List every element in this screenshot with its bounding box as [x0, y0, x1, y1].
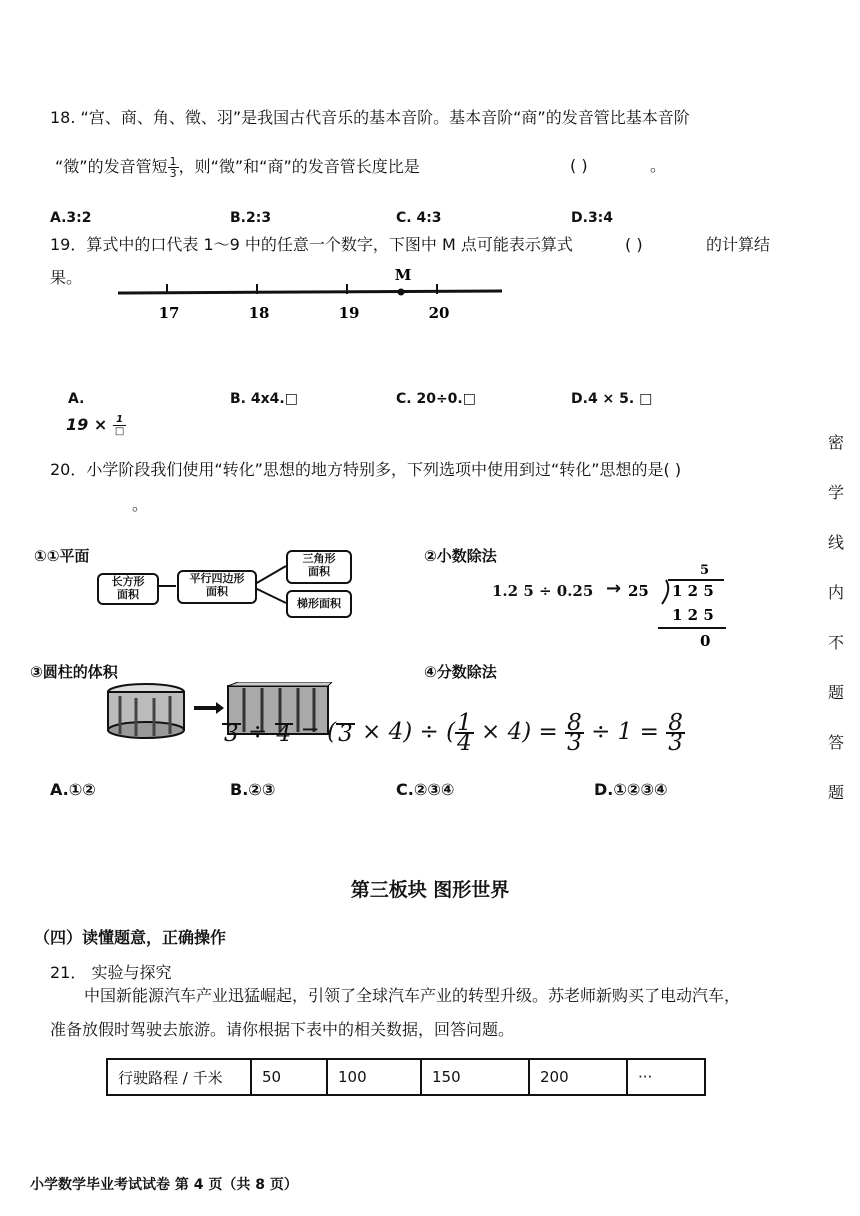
- arrow-right-icon: →: [606, 578, 622, 599]
- eq-frac-2: [275, 721, 294, 747]
- q18-frac-den: 3: [169, 167, 177, 180]
- side-notice-char-5: 不: [828, 633, 845, 652]
- number-line-tick-label: 17: [158, 304, 180, 322]
- eq-part-2: × 4) ÷ (: [362, 719, 456, 745]
- q21-title: 21． 实验与探究: [50, 963, 172, 982]
- rectangle-area-box: 长方形 面积: [97, 573, 159, 605]
- page-footer: 小学数学毕业考试试卷 第 4 页（共 8 页）: [30, 1177, 298, 1193]
- q20-option-b: B.②③: [230, 780, 276, 799]
- side-notice-char-6: 题: [828, 683, 845, 702]
- eq-frac-6-den: 3: [668, 730, 683, 756]
- q18-option-b: B.2:3: [230, 210, 272, 226]
- trapezoid-area-box: 梯形面积: [286, 590, 352, 618]
- side-notice-char-2: 学: [828, 483, 845, 502]
- q18-line1: 18. “宫、商、角、徵、羽”是我国古代音乐的基本音阶。基本音阶“商”的发音管比基本音阶: [50, 108, 690, 127]
- q18-line2-post: ，则“徵”和“商”的发音管长度比是: [178, 157, 420, 176]
- table-row: [107, 1059, 705, 1095]
- q19-option-d: D.4 × 5. □: [571, 391, 653, 407]
- table-cell: 50: [251, 1059, 327, 1095]
- q18-answer-paren: ( ): [570, 156, 588, 175]
- number-line-axis: [118, 291, 502, 293]
- long-division-diagram: [626, 560, 736, 650]
- number-line-tick-label: 19: [338, 304, 360, 322]
- eq-part-1: = (: [300, 719, 337, 745]
- long-division-divisor: 25: [628, 582, 649, 600]
- q19-line2: 果。: [50, 268, 83, 287]
- eq-frac-1: [222, 721, 241, 747]
- q19-option-a-expr: [66, 414, 126, 437]
- table-cell: ···: [627, 1059, 705, 1095]
- q20-line2: 。: [132, 495, 149, 514]
- q21-para2: 准备放假时驾驶去旅游。请你根据下表中的相关数据，回答问题。: [50, 1020, 515, 1039]
- q20-line1: 20．小学阶段我们使用“转化”思想的地方特别多，下列选项中使用到过“转化”思想的是( ): [50, 460, 682, 479]
- q20-option-a: A.①②: [50, 780, 96, 799]
- q19-option-b: B. 4x4.□: [230, 391, 298, 407]
- q19-option-a-num: 1: [113, 414, 126, 426]
- number-line-tick-label: 18: [248, 304, 270, 322]
- eq-frac-6-num: 8: [668, 710, 683, 736]
- table-header-cell: 行驶路程 / 千米: [107, 1059, 251, 1095]
- connector-2: [255, 566, 286, 584]
- q19-option-a-expr-text: 19 ×: [66, 415, 108, 434]
- q18-option-d: D.3:4: [571, 210, 614, 226]
- table-cell: 150: [421, 1059, 529, 1095]
- q18-line2: [55, 156, 420, 179]
- eq-frac-3-den: 3: [338, 721, 353, 747]
- long-division-remainder: 0: [700, 632, 711, 650]
- q18-line2-pre: “徵”的发音管短: [55, 157, 168, 176]
- q20-item4-title: ④分数除法: [424, 663, 497, 681]
- section-title: 第三板块 图形世界: [350, 879, 510, 901]
- point-m-label: M: [394, 266, 412, 284]
- point-m: [398, 289, 405, 296]
- eq-div: ÷: [247, 719, 268, 745]
- q21-para1: 中国新能源汽车产业迅猛崛起，引领了全球汽车产业的转型升级。苏老师新购买了电动汽车，: [84, 986, 741, 1005]
- q20-item3-title: ③圆柱的体积: [30, 663, 118, 681]
- eq-frac-4-num: 1: [457, 710, 472, 736]
- q19-option-a-den: □: [114, 426, 125, 437]
- connector-3: [255, 588, 286, 603]
- q19-option-c: C. 20÷0.□: [396, 391, 476, 407]
- long-division-bracket: [662, 580, 668, 604]
- parallelogram-area-box: 平行四边形 面积: [177, 570, 257, 604]
- eq-frac-5-num: 8: [567, 710, 582, 736]
- eq-frac-2-den: 4: [276, 721, 292, 747]
- number-line: [110, 262, 510, 326]
- q20-option-d: D.①②③④: [594, 780, 668, 799]
- eq-frac-4-den: 4: [457, 730, 472, 756]
- q19-option-a-fraction: [113, 414, 126, 437]
- decimal-division-expr: 1.2 5 ÷ 0.25: [492, 582, 594, 600]
- eq-frac-5: [565, 710, 584, 756]
- side-notice-char-7: 答: [828, 733, 845, 752]
- q20-item2-title: ②小数除法: [424, 547, 497, 565]
- q19-line1: 19．算式中的口代表 1～9 中的任意一个数字，下图中 M 点可能表示算式: [50, 235, 573, 254]
- long-division-product: 1 2 5: [672, 606, 714, 624]
- eq-frac-4: [455, 710, 474, 756]
- q19-line1-tail: 的计算结: [706, 235, 771, 254]
- eq-part-3: × 4) =: [481, 719, 558, 745]
- long-division-quotient: 5: [700, 563, 710, 578]
- q20-option-c: C.②③④: [396, 780, 455, 799]
- q18-fraction: [168, 156, 179, 179]
- q18-period: 。: [650, 156, 667, 175]
- fraction-division-equation: [222, 710, 685, 756]
- q20-item1-title: ①①平面: [34, 547, 90, 565]
- eq-frac-5-den: 3: [567, 730, 582, 756]
- long-division-dividend: 1 2 5: [672, 582, 714, 600]
- number-line-tick-label: 20: [428, 304, 450, 322]
- q18-option-c: C. 4:3: [396, 210, 442, 226]
- side-notice-char-3: 线: [828, 533, 845, 552]
- eq-frac-3: [336, 721, 355, 747]
- side-notice-char-4: 内: [828, 583, 845, 602]
- eq-frac-1-den: 3: [224, 721, 239, 747]
- triangle-area-box: 三角形 面积: [286, 550, 352, 584]
- distance-table: [106, 1058, 706, 1096]
- table-cell: 200: [529, 1059, 627, 1095]
- side-notice-char-8: 题: [828, 783, 845, 802]
- q19-option-a: A.: [68, 391, 85, 407]
- q19-answer-paren: ( ): [625, 235, 643, 254]
- q18-frac-num: 1: [169, 155, 177, 168]
- eq-part-4: ÷ 1 =: [591, 719, 659, 745]
- q18-option-a: A.3:2: [50, 210, 92, 226]
- subsection-title: （四）读懂题意，正确操作: [34, 928, 227, 947]
- eq-frac-6: [666, 710, 685, 756]
- table-cell: 100: [327, 1059, 421, 1095]
- side-notice-char-1: 密: [828, 433, 845, 452]
